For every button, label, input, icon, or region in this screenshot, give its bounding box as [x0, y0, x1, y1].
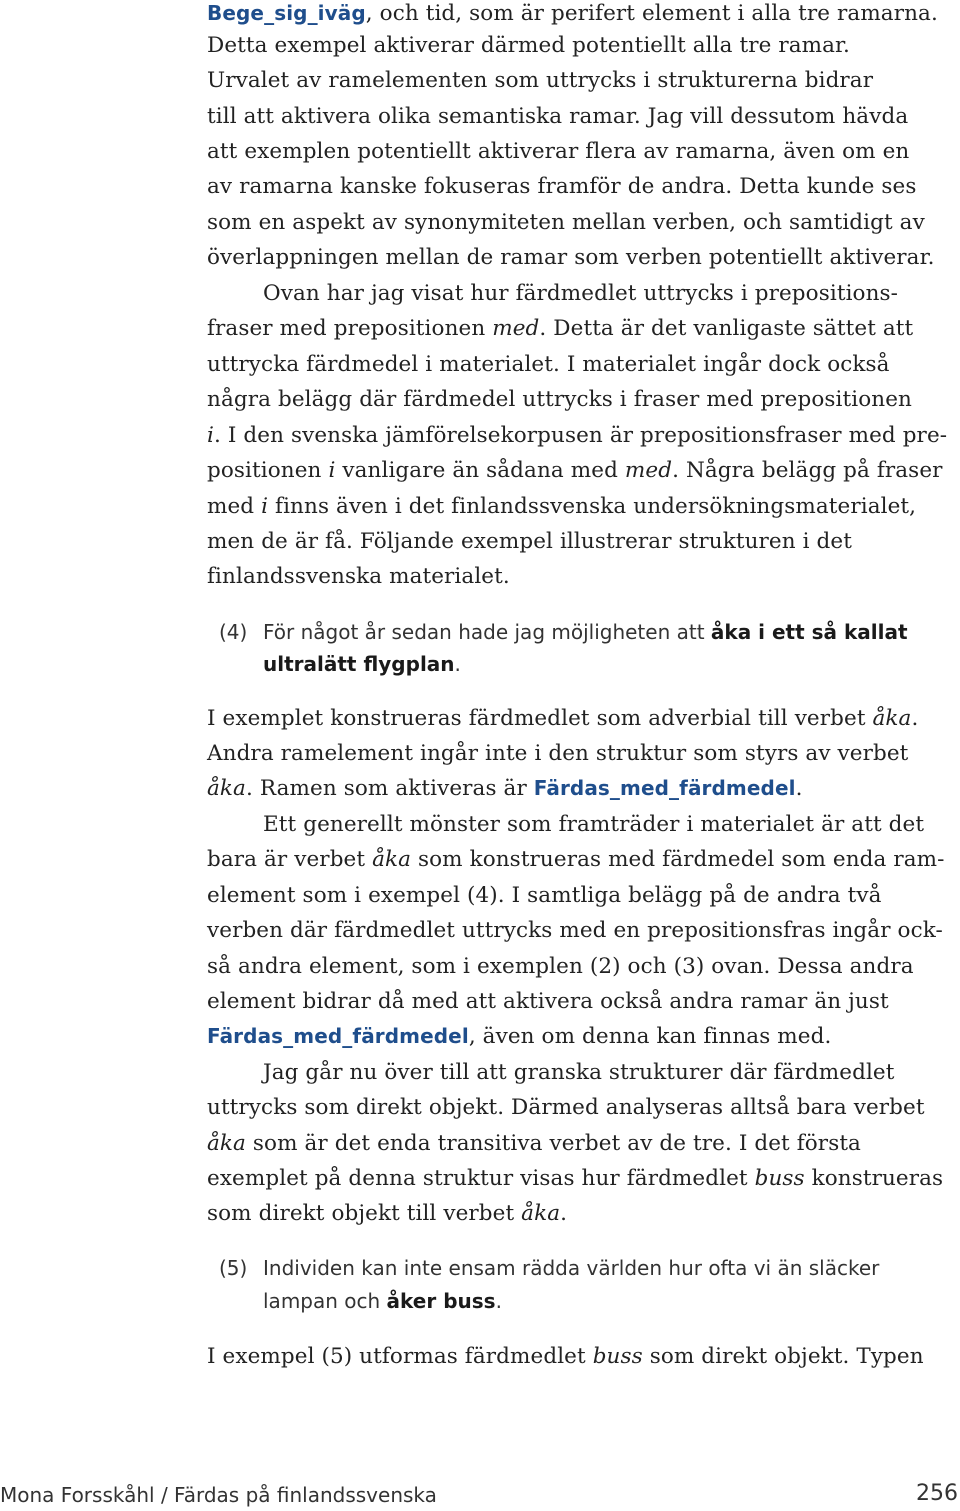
text-line [207, 949, 914, 984]
italic-term: med [492, 316, 540, 341]
frame-name: Färdas_med_färdmedel [207, 1024, 469, 1048]
text-line [207, 489, 916, 524]
example-text-line [263, 615, 908, 649]
text-run: . Ramen som aktiveras är [245, 776, 534, 801]
text-run: . [495, 1289, 502, 1313]
text-run: fraser med prepositionen [207, 316, 493, 341]
text-run: . Detta är det vanligaste sättet att [539, 316, 914, 341]
text-line [207, 99, 908, 134]
text-line [207, 524, 852, 559]
highlighted-phrase: åker buss [386, 1289, 496, 1313]
page-number: 256 [916, 1481, 958, 1506]
text-run: . [560, 1201, 568, 1226]
text-run: som en aspekt av synonymiteten mellan verben, och samtidigt av [207, 210, 925, 235]
text-line [207, 878, 882, 913]
text-line [263, 276, 898, 311]
text-line [207, 453, 943, 488]
text-line [207, 1090, 925, 1125]
text-line [207, 347, 890, 382]
text-run: att exemplen potentiellt aktiverar flera av ramarna, även om en [207, 139, 910, 164]
italic-term: åka [207, 776, 246, 801]
text-run: vanligare än sådana med [335, 458, 625, 483]
text-line [207, 418, 947, 453]
text-line [207, 28, 850, 63]
text-run: några belägg där färdmedel uttrycks i fraser med prepositionen [207, 387, 913, 412]
text-run: , även om denna kan finnas med. [468, 1024, 832, 1049]
frame-name: Bege_sig_iväg [207, 1, 366, 25]
text-line [207, 984, 889, 1019]
text-run: uttrycka färdmedel i materialet. I materialet ingår dock också [207, 352, 890, 377]
text-line [263, 807, 924, 842]
text-line [207, 701, 918, 736]
text-run: (5) [219, 1256, 248, 1280]
text-line [207, 1196, 567, 1231]
text-line [207, 842, 945, 877]
text-run: lampan och [263, 1289, 387, 1313]
text-run: Urvalet av ramelementen som uttrycks i strukturerna bidrar [207, 68, 874, 93]
italic-term: åka [207, 1131, 246, 1156]
text-run: Individen kan inte ensam rädda världen hur ofta vi än släcker [263, 1256, 880, 1280]
text-run: Ovan har jag visat hur färdmedlet uttrycks i prepositions- [263, 281, 899, 306]
italic-term: åka [521, 1201, 561, 1226]
italic-term: i [328, 458, 336, 483]
text-line [207, 1339, 924, 1374]
text-run: som konstrueras med färdmedel som enda ram- [411, 847, 945, 872]
text-line [207, 134, 909, 169]
text-line [207, 63, 873, 98]
text-line [207, 205, 925, 240]
text-run: , och tid, som är perifert element i alla tre ramarna. [365, 1, 938, 26]
text-run: (4) [219, 620, 248, 644]
text-run: men de är få. Följande exempel illustrerar strukturen i det [207, 529, 852, 554]
example-number [219, 615, 247, 649]
text-run: så andra element, som i exemplen (2) och (3) ovan. Dessa andra [207, 954, 914, 979]
example-text-line [263, 1251, 879, 1285]
italic-term: åka [872, 706, 912, 731]
text-run: . I den svenska jämförelsekorpusen är prepositionsfraser med pre- [213, 423, 948, 448]
running-footer: Mona Forsskåhl / Färdas på finlandssvenska [0, 1483, 437, 1507]
text-run: För något år sedan hade jag möjligheten att [263, 620, 711, 644]
frame-name: Färdas_med_färdmedel [533, 776, 796, 800]
text-run: av ramarna kanske fokuseras framför de andra. Detta kunde ses [207, 174, 917, 199]
text-run: överlappningen mellan de ramar som verben potentiellt aktiverar. [207, 245, 935, 270]
example-number [219, 1251, 247, 1285]
text-run: exemplet på denna struktur visas hur färdmedlet [207, 1166, 755, 1191]
text-run: finlandssvenska materialet. [207, 564, 510, 589]
text-line [207, 169, 916, 204]
text-run: element som i exempel (4). I samtliga belägg på de andra två [207, 883, 882, 908]
text-line [207, 559, 510, 594]
text-run: Andra ramelement ingår inte i den struktur som styrs av verbet [207, 741, 909, 766]
text-run: . [911, 706, 919, 731]
text-run: som direkt objekt. Typen [642, 1344, 924, 1369]
example-text-line [263, 1284, 502, 1318]
text-run: Ett generellt mönster som framträder i materialet är att det [263, 812, 925, 837]
text-line [207, 240, 935, 275]
text-run: I exempel (5) utformas färdmedlet [207, 1344, 593, 1369]
highlighted-phrase: ultralätt flygplan [263, 652, 455, 676]
text-run: som direkt objekt till verbet [207, 1201, 522, 1226]
text-run: . Några belägg på fraser [672, 458, 943, 483]
text-run: . [795, 776, 803, 801]
text-run: positionen [207, 458, 329, 483]
italic-term: i [261, 494, 269, 519]
text-run: element bidrar då med att aktivera också andra ramar än just [207, 989, 889, 1014]
text-run: med [207, 494, 262, 519]
text-line [207, 736, 908, 771]
italic-term: i [207, 423, 214, 448]
text-line [263, 1055, 894, 1090]
text-line [207, 1161, 943, 1196]
text-run: I exemplet konstrueras färdmedlet som adverbial till verbet [207, 706, 873, 731]
text-run: uttrycks som direkt objekt. Därmed analyseras alltså bara verbet [207, 1095, 925, 1120]
italic-term: buss [592, 1344, 643, 1369]
text-run: konstrueras [804, 1166, 944, 1191]
text-line [207, 311, 913, 346]
text-run: till att aktivera olika semantiska ramar. Jag vill dessutom hävda [207, 104, 909, 129]
text-run: finns även i det finlandssvenska undersökningsmaterialet, [268, 494, 917, 519]
text-run: bara är verbet [207, 847, 373, 872]
text-run: Detta exempel aktiverar därmed potentiellt alla tre ramar. [207, 33, 850, 58]
example-text-line [263, 647, 461, 681]
text-line [207, 382, 912, 417]
text-line [207, 1019, 831, 1054]
text-line [207, 1126, 861, 1161]
text-run: som är det enda transitiva verbet av de tre. I det första [245, 1131, 861, 1156]
italic-term: åka [372, 847, 412, 872]
text-run: verben där färdmedlet uttrycks med en prepositionsfras ingår ock- [207, 918, 943, 943]
text-line [207, 771, 803, 806]
italic-term: med [624, 458, 673, 483]
text-line [207, 913, 943, 948]
text-run: . [454, 652, 461, 676]
italic-term: buss [754, 1166, 805, 1191]
text-line [207, 0, 938, 31]
highlighted-phrase: åka i ett så kallat [710, 620, 908, 644]
text-run: Jag går nu över till att granska strukturer där färdmedlet [263, 1060, 895, 1085]
